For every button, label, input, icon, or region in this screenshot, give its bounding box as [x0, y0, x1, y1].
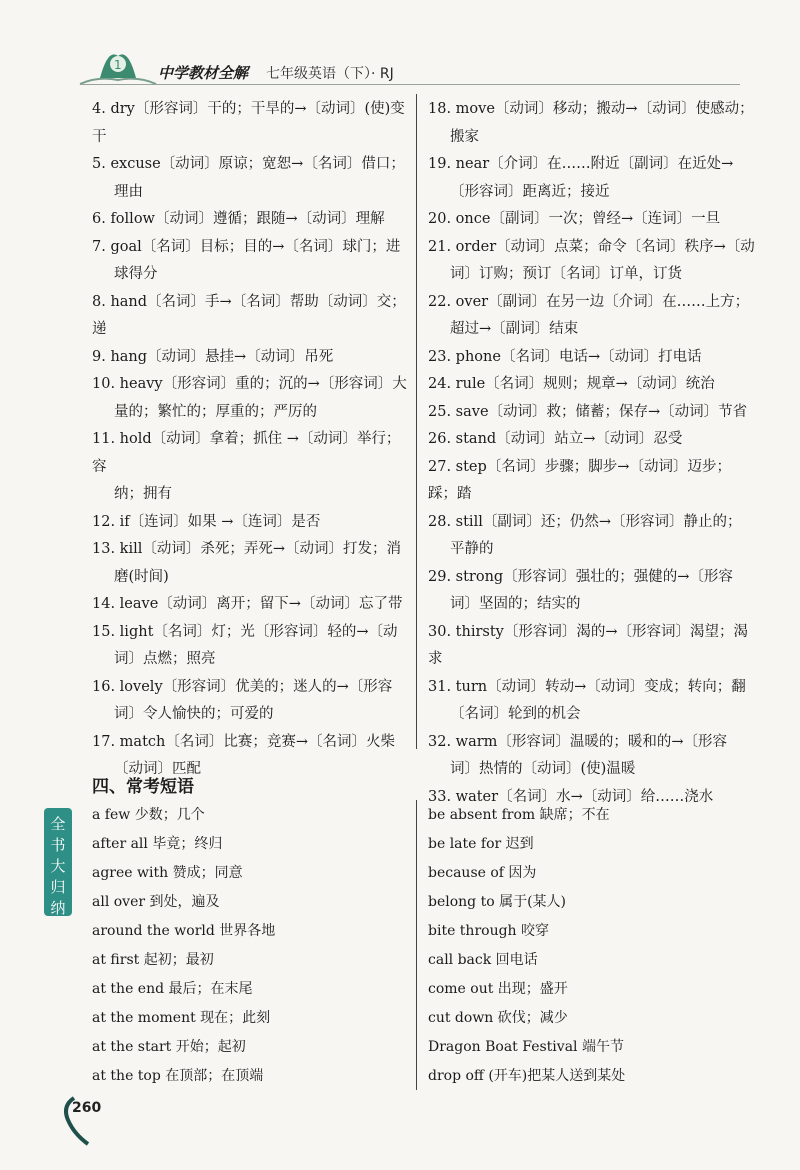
vocab-entry: 26. stand〔动词〕站立→〔动词〕忍受 [428, 431, 683, 447]
vocab-entry: 9. hang〔动词〕悬挂→〔动词〕吊死 [92, 348, 334, 365]
phrase-item: belong to 属于(某人) [428, 894, 567, 910]
vocab-entry: 17. match〔名词〕比赛；竞赛→〔名词〕火柴 〔动词〕匹配 [92, 733, 395, 777]
phrase-item: agree with 赞成；同意 [92, 865, 243, 881]
phrase-item: at the moment 现在；此刻 [92, 1010, 271, 1026]
vocab-entry: 11. hold〔动词〕拿着；抓住 →〔动词〕举行；容 纳；拥有 [92, 431, 401, 502]
phrase-item: at the start 开始；起初 [92, 1039, 246, 1055]
vocab-entry: 21. order〔动词〕点菜；命令〔名词〕秩序→〔动 词〕订购；预订〔名词〕订单，订货 [428, 238, 755, 282]
vocab-entry: 29. strong〔形容词〕强壮的；强健的→〔形容 词〕坚固的；结实的 [428, 568, 733, 612]
page-header [0, 0, 800, 95]
section-title: 四、常考短语 [92, 777, 194, 797]
vocab-column-right [428, 96, 758, 811]
page-number: 260 [72, 1100, 102, 1116]
vocab-entry: 33. water〔名词〕水→〔动词〕给……浇水 [428, 788, 714, 805]
vocab-entry: 5. excuse〔动词〕原谅；宽恕→〔名词〕借口； 理由 [92, 156, 405, 200]
vocab-entry: 6. follow〔动词〕遵循；跟随→〔动词〕理解 [92, 211, 385, 227]
vocab-entry: 15. light〔名词〕灯；光〔形容词〕轻的→〔动 词〕点燃；照亮 [92, 623, 398, 667]
vocab-entry: 12. if〔连词〕如果 →〔连词〕是否 [92, 513, 321, 530]
vocab-entry: 30. thirsty〔形容词〕渴的→〔形容词〕渴望；渴求 [428, 623, 749, 667]
phrase-item: at the end 最后；在末尾 [92, 981, 253, 997]
side-tab: 全 书 大 归 纳 [44, 808, 72, 916]
phrase-item: at the top 在顶部；在顶端 [92, 1068, 264, 1084]
phrase-item: Dragon Boat Festival 端午节 [428, 1039, 624, 1055]
phrase-item: call back 回电话 [428, 952, 538, 968]
vocab-entry: 27. step〔名词〕步骤；脚步→〔动词〕迈步；踩；踏 [428, 458, 731, 502]
phrase-item: be late for 迟到 [428, 836, 534, 852]
vocab-entry: 4. dry〔形容词〕干的；干旱的→〔动词〕(使)变干 [92, 101, 405, 145]
vocab-column-left [92, 96, 410, 784]
vocab-entry: 19. near〔介词〕在……附近〔副词〕在近处→ 〔形容词〕距离近；接近 [428, 156, 734, 200]
vocab-entry: 25. save〔动词〕救；储蓄；保存→〔动词〕节省 [428, 403, 748, 420]
vocab-entry: 13. kill〔动词〕杀死；弄死→〔动词〕打发；消 磨(时间) [92, 541, 402, 585]
header-divider [80, 84, 740, 85]
vocab-entry: 23. phone〔名词〕电话→〔动词〕打电话 [428, 348, 702, 365]
vocab-entry: 10. heavy〔形容词〕重的；沉的→〔形容词〕大 量的；繁忙的；厚重的；严厉的 [92, 376, 407, 420]
vocab-entry: 28. still〔副词〕还；仍然→〔形容词〕静止的； 平静的 [428, 513, 742, 557]
vocab-entry: 24. rule〔名词〕规则；规章→〔动词〕统治 [428, 376, 715, 392]
vocab-entry: 22. over〔副词〕在另一边〔介词〕在……上方； 超过→〔副词〕结束 [428, 293, 750, 337]
book-logo-icon [78, 42, 158, 88]
phrase-item: come out 出现；盛开 [428, 981, 568, 997]
vocab-entry: 16. lovely〔形容词〕优美的；迷人的→〔形容 词〕令人愉快的；可爱的 [92, 678, 393, 722]
vocab-entry: 31. turn〔动词〕转动→〔动词〕变成；转向；翻 〔名词〕轮到的机会 [428, 678, 746, 722]
vocab-entry: 7. goal〔名词〕目标；目的→〔名词〕球门；进 球得分 [92, 238, 401, 282]
phrase-item: all over 到处，遍及 [92, 894, 220, 910]
phrase-item: cut down 砍伐；减少 [428, 1010, 568, 1026]
column-divider [416, 94, 417, 749]
vocab-entry: 8. hand〔名词〕手→〔名词〕帮助〔动词〕交；递 [92, 293, 406, 337]
vocab-entry: 14. leave〔动词〕离开；留下→〔动词〕忘了带 [92, 596, 403, 612]
vocab-entry: 20. once〔副词〕一次；曾经→〔连词〕一旦 [428, 211, 721, 227]
svg-text:1: 1 [114, 58, 122, 72]
phrase-item: be absent from 缺席；不在 [428, 807, 610, 823]
phrase-list-left [92, 803, 412, 1093]
phrase-item: after all 毕竟；终归 [92, 836, 223, 852]
vocab-entry: 18. move〔动词〕移动；搬动→〔动词〕使感动； 搬家 [428, 101, 754, 145]
phrase-item: around the world 世界各地 [92, 923, 276, 939]
book-title: 中学教材全解 [158, 64, 249, 82]
phrase-item: a few 少数；几个 [92, 807, 205, 823]
phrase-item: bite through 咬穿 [428, 923, 550, 939]
vocab-entry: 32. warm〔形容词〕温暖的；暖和的→〔形容 词〕热情的〔动词〕(使)温暖 [428, 733, 728, 777]
phrase-item: at first 起初；最初 [92, 952, 214, 968]
phrase-list-right [428, 803, 758, 1093]
phrase-item: because of 因为 [428, 865, 537, 881]
phrase-item: drop off (开车)把某人送到某处 [428, 1068, 626, 1084]
phrase-column-divider [416, 800, 417, 1090]
book-subtitle: 七年级英语（下）· RJ [266, 66, 394, 82]
